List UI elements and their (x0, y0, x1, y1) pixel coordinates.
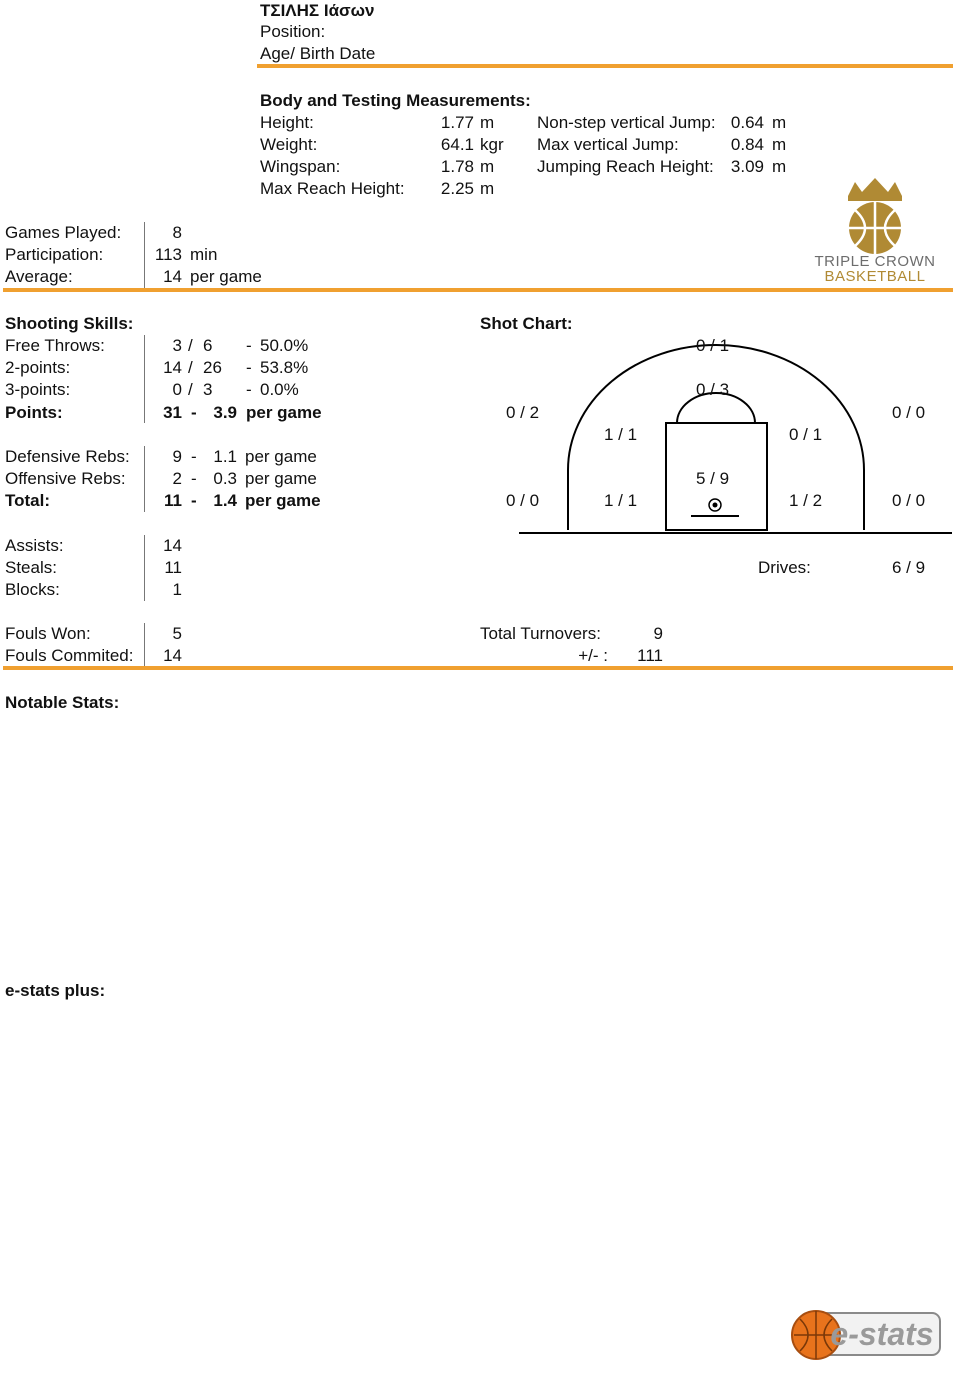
max-reach-unit: m (480, 179, 495, 198)
def-rebs-dash: - (191, 447, 197, 466)
participation-unit: min (190, 245, 218, 264)
three-points-label: 3-points: (5, 380, 71, 399)
jumping-reach-unit: m (772, 157, 787, 176)
shot-chart-header: Shot Chart: (480, 314, 573, 333)
shot-right-wing-three: 0 / 0 (892, 403, 926, 422)
shot-top-three: 0 / 1 (696, 336, 730, 355)
drives-value: 6 / 9 (892, 558, 926, 577)
max-reach-value: 2.25 (440, 179, 474, 198)
def-rebs-avg: 1.1 (213, 447, 237, 466)
blocks-value: 1 (172, 580, 182, 599)
plusminus-label: +/- : (578, 646, 608, 665)
three-points-pct: 0.0% (260, 380, 299, 399)
three-points-dash: - (246, 380, 252, 399)
fouls-divider (144, 623, 145, 667)
points-label: Points: (5, 403, 63, 422)
max-vertical-value: 0.84 (730, 135, 764, 154)
height-value: 1.77 (440, 113, 474, 132)
section-divider-2 (3, 666, 953, 670)
two-points-label: 2-points: (5, 358, 71, 377)
position-label: Position: (260, 22, 326, 41)
off-rebs-avg: 0.3 (213, 469, 237, 488)
free-throws-sep: / (188, 336, 193, 355)
weight-label: Weight: (260, 135, 318, 154)
assists-label: Assists: (5, 536, 64, 555)
two-points-sep: / (188, 358, 193, 377)
shot-left-wing-three: 0 / 2 (506, 403, 540, 422)
fouls-commited-label: Fouls Commited: (5, 646, 134, 665)
shot-top-key: 0 / 3 (696, 380, 730, 399)
points-unit: per game (246, 403, 322, 422)
average-value: 14 (163, 267, 182, 286)
logo-line1: TRIPLE CROWN (814, 253, 936, 270)
off-rebs-dash: - (191, 469, 197, 488)
points-value: 31 (163, 403, 182, 422)
points-dash: - (191, 403, 197, 422)
off-rebs-unit: per game (245, 469, 317, 488)
wingspan-unit: m (480, 157, 495, 176)
fouls-won-label: Fouls Won: (5, 624, 91, 643)
participation-value: 113 (154, 245, 182, 264)
shot-right-corner-three: 0 / 0 (892, 491, 926, 510)
off-rebs-value: 2 (172, 469, 182, 488)
measurements-header: Body and Testing Measurements: (260, 91, 531, 110)
average-unit: per game (190, 267, 262, 286)
two-points-pct: 53.8% (260, 358, 309, 377)
estats-logo-text: e-stats (830, 1316, 934, 1352)
age-label: Age/ Birth Date (260, 44, 376, 63)
free-throws-dash: - (246, 336, 252, 355)
height-unit: m (480, 113, 495, 132)
two-points-dash: - (246, 358, 252, 377)
total-rebs-label: Total: (5, 491, 51, 510)
estats-logo (786, 1305, 946, 1363)
participation-label: Participation: (5, 245, 104, 264)
def-rebs-value: 9 (172, 447, 182, 466)
fouls-commited-value: 14 (163, 646, 182, 665)
weight-unit: kgr (480, 135, 504, 154)
misc-divider (144, 535, 145, 601)
free-throws-label: Free Throws: (5, 336, 105, 355)
court-diagram (0, 0, 960, 560)
nonstep-jump-label: Non-step vertical Jump: (537, 113, 716, 132)
drives-label: Drives: (758, 558, 811, 577)
jumping-reach-label: Jumping Reach Height: (537, 157, 714, 176)
three-points-att: 3 (203, 380, 213, 399)
def-rebs-unit: per game (245, 447, 317, 466)
blocks-label: Blocks: (5, 580, 60, 599)
turnovers-label: Total Turnovers: (480, 624, 601, 643)
steals-label: Steals: (5, 558, 57, 577)
notable-stats-label: Notable Stats: (5, 693, 120, 712)
total-rebs-dash: - (191, 491, 197, 510)
shot-right-baseline: 1 / 2 (789, 491, 823, 510)
turnovers-value: 9 (653, 624, 663, 643)
total-rebs-unit: per game (245, 491, 321, 510)
max-vertical-unit: m (772, 135, 787, 154)
nonstep-jump-value: 0.64 (730, 113, 764, 132)
shot-left-corner-three: 0 / 0 (506, 491, 540, 510)
def-rebs-label: Defensive Rebs: (5, 447, 130, 466)
plusminus-value: 111 (637, 646, 663, 665)
average-label: Average: (5, 267, 73, 286)
weight-value: 64.1 (440, 135, 474, 154)
fouls-won-value: 5 (172, 624, 182, 643)
two-points-made: 14 (163, 358, 182, 377)
three-points-made: 0 (172, 380, 182, 399)
three-points-sep: / (188, 380, 193, 399)
nonstep-jump-unit: m (772, 113, 787, 132)
shooting-header: Shooting Skills: (5, 314, 134, 333)
height-label: Height: (260, 113, 314, 132)
games-played-value: 8 (172, 223, 182, 242)
max-vertical-label: Max vertical Jump: (537, 135, 679, 154)
assists-value: 14 (163, 536, 182, 555)
estats-plus-label: e-stats plus: (5, 981, 106, 1000)
total-rebs-avg: 1.4 (213, 491, 237, 510)
shot-left-baseline: 1 / 1 (604, 491, 638, 510)
player-name: ΤΣΙΛΗΣ Ιάσων (260, 1, 375, 20)
shot-right-elbow: 0 / 1 (789, 425, 823, 444)
shot-left-elbow: 1 / 1 (604, 425, 638, 444)
total-rebs-value: 11 (164, 491, 182, 510)
free-throws-made: 3 (172, 336, 182, 355)
wingspan-label: Wingspan: (260, 157, 341, 176)
wingspan-value: 1.78 (440, 157, 474, 176)
jumping-reach-value: 3.09 (730, 157, 764, 176)
logo-line2: BASKETBALL (824, 268, 926, 285)
max-reach-label: Max Reach Height: (260, 179, 405, 198)
games-played-label: Games Played: (5, 223, 122, 242)
free-throws-pct: 50.0% (260, 336, 309, 355)
two-points-att: 26 (203, 358, 222, 377)
off-rebs-label: Offensive Rebs: (5, 469, 126, 488)
shot-paint: 5 / 9 (696, 469, 730, 488)
points-avg: 3.9 (213, 403, 237, 422)
steals-value: 11 (164, 558, 182, 577)
free-throws-att: 6 (203, 336, 213, 355)
